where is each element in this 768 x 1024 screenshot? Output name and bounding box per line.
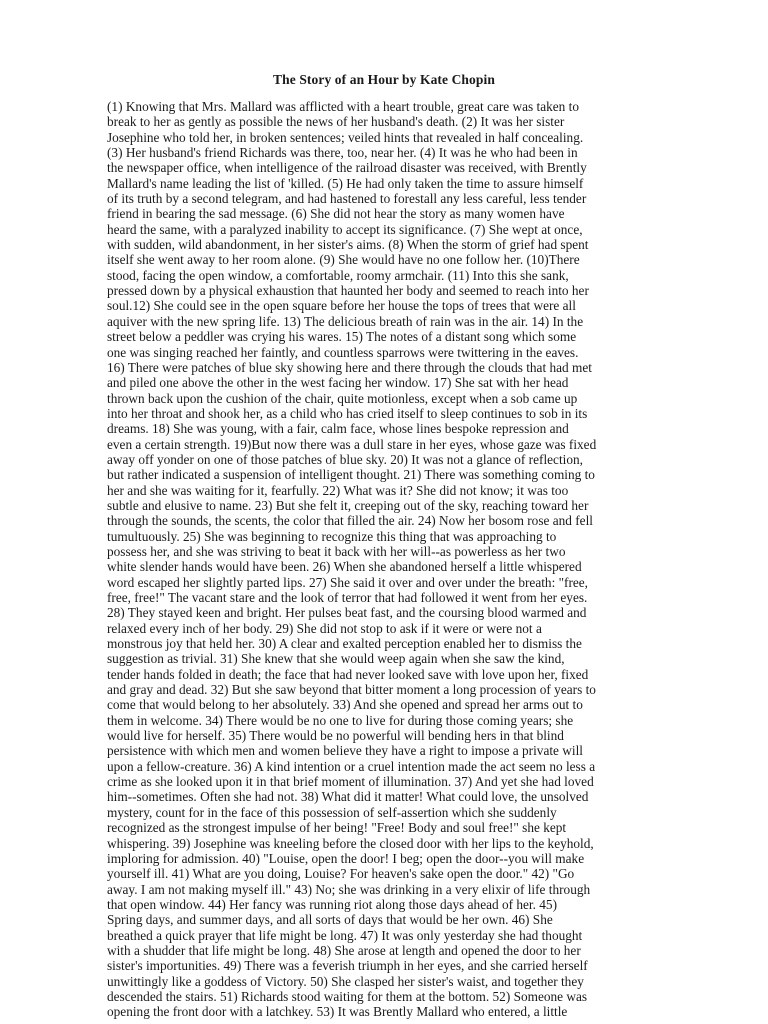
body-line: recognized as the strongest impulse of her being! "Free! Body and soul free!" she kept [107,820,567,836]
body-line: break to her as gently as possible the news of her husband's death. (2) It was her sister [107,114,565,130]
body-line: even a certain strength. 19)But now there was a dull stare in her eyes, whose gaze was fixed [107,436,597,452]
body-line: itself she went away to her room alone. (9) She would have no one follow her. (10)There [107,252,580,268]
body-line: Josephine who told her, in broken sentences; veiled hints that revealed in half concealing. [107,129,584,145]
body-line: monstrous joy that held her. 30) A clear and exalted perception enabled her to dismiss the [107,636,582,652]
body-line: that open window. 44) Her fancy was running riot along those days ahead of her. 45) [107,896,558,912]
body-line: opening the front door with a latchkey. 53) It was Brently Mallard who entered, a little [107,1004,568,1020]
body-line: crime as she looked upon it in that brief moment of illumination. 37) And yet she had loved [107,774,594,790]
body-line: word escaped her slightly parted lips. 27) She said it over and over under the breath: "free, [107,574,589,590]
body-line: relaxed every inch of her body. 29) She did not stop to ask if it were or were not a [107,620,542,636]
body-line: would live for herself. 35) There would be no powerful will bending hers in that blind [107,728,564,744]
body-line: them in welcome. 34) There would be no one to live for during those coming years; she [107,712,574,728]
body-line: her and she was waiting for it, fearfully. 22) What was it? She did not know; it was too [107,482,569,498]
body-line: imploring for admission. 40) "Louise, open the door! I beg; open the door--you will make [107,850,585,866]
body-line: pressed down by a physical exhaustion that haunted her body and seemed to reach into her [107,283,589,299]
body-line: but rather indicated a suspension of intelligent thought. 21) There was something coming to [107,467,595,483]
body-line: one was singing reached her faintly, and countless sparrows were twittering in the eaves. [107,344,579,360]
body-line: come that would belong to her absolutely. 33) And she opened and spread her arms out to [107,697,583,713]
body-line: heard the same, with a paralyzed inability to accept its significance. (7) She wept at once, [107,221,583,237]
body-line: street below a peddler was crying his wares. 15) The notes of a distant song which some [107,329,577,345]
body-line: (1) Knowing that Mrs. Mallard was afflicted with a heart trouble, great care was taken to [107,99,580,114]
body-line: and gray and dead. 32) But she saw beyond that bitter moment a long procession of years to [107,682,596,698]
body-line: him--sometimes. Often she had not. 38) What did it matter! What could love, the unsolved [107,789,589,805]
body-line: white slender hands would have been. 26) When she abandoned herself a little whispered [107,559,582,575]
body-line: breathed a quick prayer that life might be long. 47) It was only yesterday she had thought [107,927,583,943]
body-line: tumultuously. 25) She was beginning to recognize this thing that was approaching to [107,528,557,544]
body-line: subtle and elusive to name. 23) But she felt it, creeping out of the sky, reaching toward her [107,497,589,513]
body-line: suggestion as trivial. 31) She knew that she would weep again when she saw the kind, [107,651,565,667]
body-line: (3) Her husband's friend Richards was there, too, near her. (4) It was he who had been in [107,145,578,161]
body-line: into her throat and shook her, as a child who has cried itself to sleep continues to sob in its [107,405,588,421]
body-line: aquiver with the new spring life. 13) The delicious breath of rain was in the air. 14) In the [107,313,584,329]
body-line: soul.12) She could see in the open square before her house the tops of trees that were all [107,298,576,314]
body-line: yourself ill. 41) What are you doing, Louise? For heaven's sake open the door." 42) "Go [107,866,575,882]
body-line: mystery, count for in the face of this possession of self-assertion which she suddenly [107,804,557,820]
document-title: The Story of an Hour by Kate Chopin [273,72,495,87]
body-line: dreams. 18) She was young, with a fair, calm face, whose lines bespoke repression and [107,421,569,437]
body-line: with sudden, wild abandonment, in her sister's aims. (8) When the storm of grief had spent [107,237,589,253]
body-line: persistence with which men and women believe they have a right to impose a private will [107,743,583,759]
body-line: friend in bearing the sad message. (6) She did not hear the story as many women have [107,206,565,222]
body-line: the newspaper office, when intelligence of the railroad disaster was received, with Brently [107,160,587,176]
body-line: thrown back upon the cushion of the chair, quite motionless, except when a sob came up [107,390,578,406]
body-line: upon a fellow-creature. 36) A kind intention or a cruel intention made the act seem no less a [107,758,596,774]
body-line: with a shudder that life might be long. 48) She arose at length and opened the door to her [107,942,581,958]
body-line: sister's importunities. 49) There was a feverish triumph in her eyes, and she carried herself [107,958,588,974]
body-line: of its truth by a second telegram, and had hastened to forestall any less careful, less tender [107,191,587,207]
body-line: Mallard's name leading the list of 'killed. (5) He had only taken the time to assure himself [107,175,584,191]
document-body [107,99,667,1020]
body-line: whispering. 39) Josephine was kneeling before the closed door with her lips to the keyhold, [107,835,594,851]
body-line: away. I am not making myself ill." 43) No; she was drinking in a very elixir of life through [107,881,591,897]
body-line: 16) There were patches of blue sky showing here and there through the clouds that had met [107,359,592,375]
body-line: through the sounds, the scents, the color that filled the air. 24) Now her bosom rose and fell [107,513,593,529]
body-line: Spring days, and summer days, and all sorts of days that would be her own. 46) She [107,912,553,928]
body-line: and piled one above the other in the west facing her window. 17) She sat with her head [107,375,569,391]
body-line: tender hands folded in death; the face that had never looked save with love upon her, fixed [107,666,589,682]
body-line: free, free!" The vacant stare and the look of terror that had followed it went from her eyes. [107,590,588,605]
body-line: unwittingly like a goddess of Victory. 50) She clasped her sister's waist, and together they [107,973,584,989]
body-line: stood, facing the open window, a comfortable, roomy armchair. (11) Into this she sank, [107,267,569,283]
body-line: descended the stairs. 51) Richards stood waiting for them at the bottom. 52) Someone was [107,988,588,1004]
body-line: possess her, and she was striving to beat it back with her will--as powerless as her two [107,543,566,559]
body-line: 28) They stayed keen and bright. Her pulses beat fast, and the coursing blood warmed and [107,605,587,621]
body-line: away off yonder on one of those patches of blue sky. 20) It was not a glance of reflection, [107,451,583,467]
